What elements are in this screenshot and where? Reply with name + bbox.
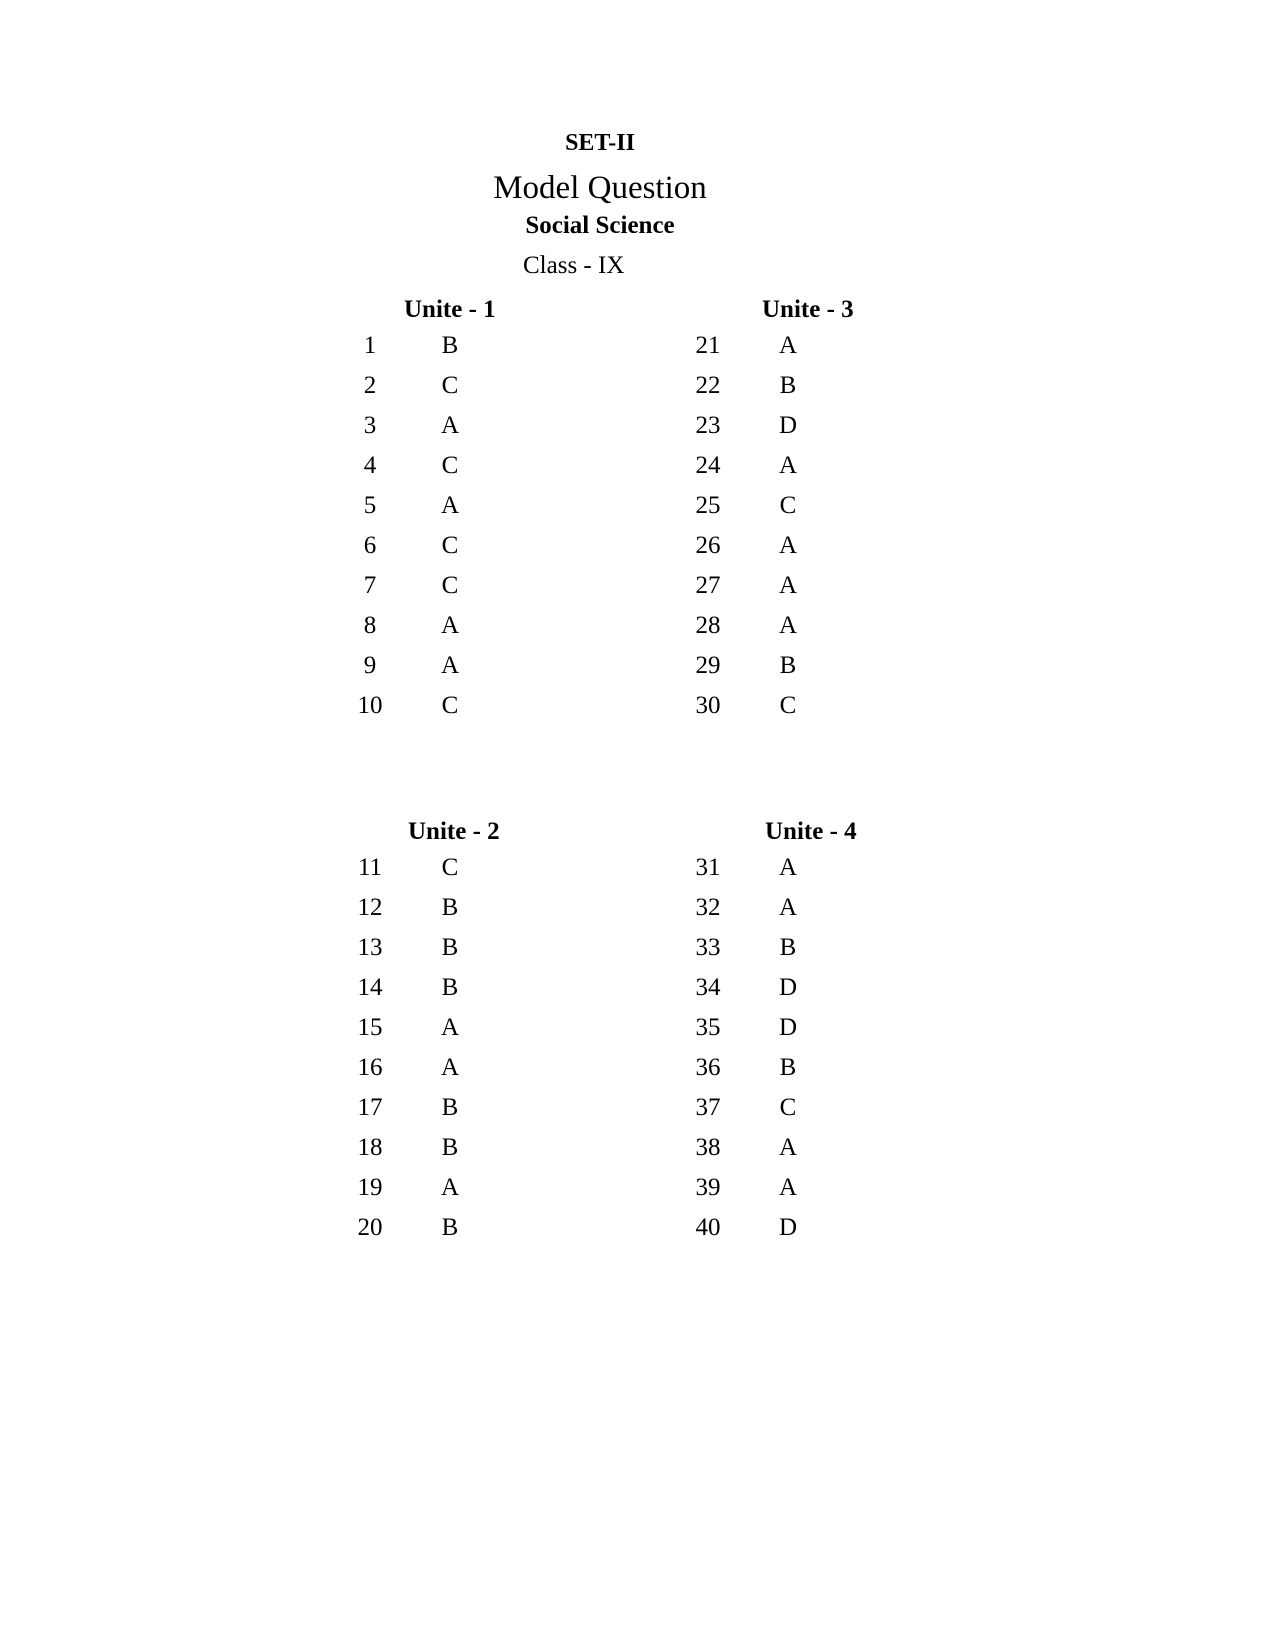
question-number: 13 [357, 934, 383, 961]
answer-option: A [778, 532, 798, 559]
answer-option: A [778, 452, 798, 479]
answer-option: A [778, 854, 798, 881]
answer-option: A [440, 1014, 460, 1041]
answer-option: A [778, 332, 798, 359]
question-number: 39 [695, 1174, 721, 1201]
question-number: 16 [357, 1054, 383, 1081]
question-number: 5 [363, 492, 377, 519]
question-number: 8 [363, 612, 377, 639]
question-number: 40 [695, 1214, 721, 1241]
answer-option: B [779, 652, 797, 679]
answer-option: C [441, 692, 459, 719]
question-number: 12 [357, 894, 383, 921]
answer-option: C [441, 372, 459, 399]
class-label: Class - IX [523, 252, 625, 279]
answer-option: B [441, 332, 459, 359]
question-number: 24 [695, 452, 721, 479]
answer-option: C [779, 1094, 797, 1121]
set-label: SET-II [565, 130, 635, 156]
answer-option: B [779, 934, 797, 961]
answer-option: A [440, 652, 460, 679]
answer-option: A [440, 412, 460, 439]
answer-option: A [778, 894, 798, 921]
question-number: 38 [695, 1134, 721, 1161]
question-number: 25 [695, 492, 721, 519]
question-number: 14 [357, 974, 383, 1001]
question-number: 36 [695, 1054, 721, 1081]
answer-option: A [778, 1134, 798, 1161]
question-number: 20 [357, 1214, 383, 1241]
unit-heading: Unite - 2 [408, 818, 500, 845]
question-number: 22 [695, 372, 721, 399]
unit-heading: Unite - 4 [765, 818, 857, 845]
answer-option: B [441, 1214, 459, 1241]
question-number: 4 [363, 452, 377, 479]
question-number: 30 [695, 692, 721, 719]
question-number: 9 [363, 652, 377, 679]
question-number: 1 [363, 332, 377, 359]
answer-option: C [441, 854, 459, 881]
question-number: 3 [363, 412, 377, 439]
question-number: 18 [357, 1134, 383, 1161]
question-number: 10 [357, 692, 383, 719]
answer-option: A [778, 612, 798, 639]
answer-option: A [440, 612, 460, 639]
question-number: 35 [695, 1014, 721, 1041]
answer-option: D [778, 974, 798, 1001]
answer-option: B [441, 974, 459, 1001]
question-number: 32 [695, 894, 721, 921]
question-number: 29 [695, 652, 721, 679]
answer-option: B [779, 372, 797, 399]
question-number: 19 [357, 1174, 383, 1201]
question-number: 15 [357, 1014, 383, 1041]
answer-option: D [778, 1014, 798, 1041]
answer-option: C [779, 492, 797, 519]
question-number: 17 [357, 1094, 383, 1121]
question-number: 31 [695, 854, 721, 881]
answer-option: A [778, 1174, 798, 1201]
question-number: 37 [695, 1094, 721, 1121]
answer-option: A [440, 1054, 460, 1081]
answer-option: C [779, 692, 797, 719]
answer-option: B [441, 894, 459, 921]
answer-option: B [441, 1094, 459, 1121]
question-number: 2 [363, 372, 377, 399]
answer-option: B [779, 1054, 797, 1081]
question-number: 34 [695, 974, 721, 1001]
question-number: 33 [695, 934, 721, 961]
answer-option: D [778, 1214, 798, 1241]
answer-option: B [441, 1134, 459, 1161]
answer-option: A [778, 572, 798, 599]
answer-option: C [441, 452, 459, 479]
unit-heading: Unite - 3 [762, 296, 854, 323]
question-number: 26 [695, 532, 721, 559]
answer-option: C [441, 572, 459, 599]
answer-option: C [441, 532, 459, 559]
page-title: Model Question [493, 170, 707, 206]
unit-heading: Unite - 1 [404, 296, 496, 323]
subject-title: Social Science [525, 212, 675, 239]
question-number: 21 [695, 332, 721, 359]
answer-option: A [440, 1174, 460, 1201]
question-number: 28 [695, 612, 721, 639]
question-number: 11 [357, 854, 383, 881]
question-number: 6 [363, 532, 377, 559]
answer-option: A [440, 492, 460, 519]
question-number: 27 [695, 572, 721, 599]
question-number: 7 [363, 572, 377, 599]
question-number: 23 [695, 412, 721, 439]
answer-option: D [778, 412, 798, 439]
answer-option: B [441, 934, 459, 961]
